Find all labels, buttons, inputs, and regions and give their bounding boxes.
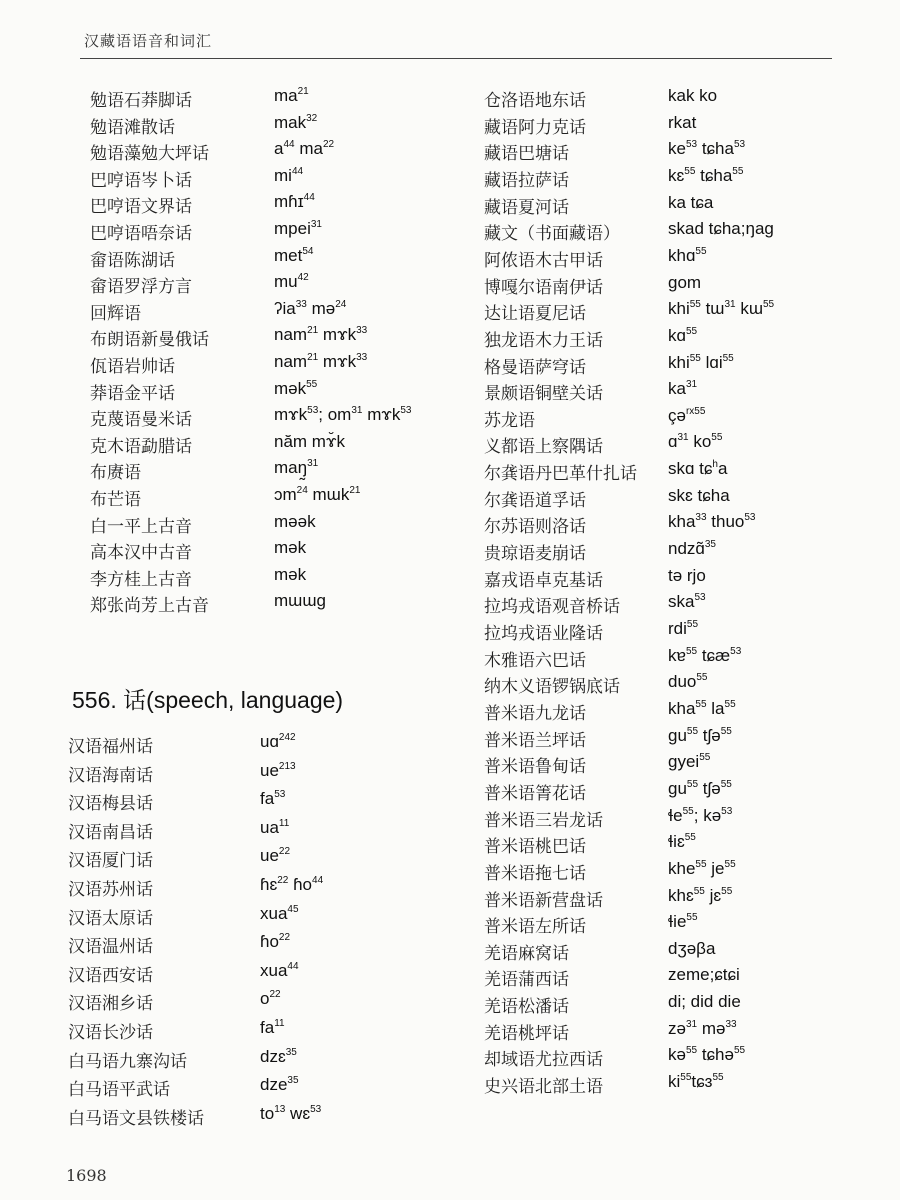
- word-form: nam$^{21}$ mɤk$^{33}$: [274, 325, 368, 345]
- entry-row: [484, 752, 900, 778]
- language-name: 普米语新营盘话: [484, 890, 603, 911]
- word-form: ɔm$^{24}$ mɯk$^{21}$: [274, 485, 361, 504]
- entry-row: [68, 818, 488, 844]
- language-name: 布赓语: [90, 463, 141, 484]
- language-name: 景颇语铜壁关话: [484, 384, 603, 405]
- entry-row: [484, 566, 900, 592]
- entry-row: [484, 379, 900, 405]
- entry-row: [68, 989, 488, 1015]
- entry-row: [484, 886, 900, 912]
- language-name: 羌语蒲西话: [484, 970, 569, 991]
- word-form: dʒəβa: [668, 938, 716, 958]
- entry-row: [68, 732, 488, 758]
- word-form: kɐ$^{55}$ tɕæ$^{53}$: [668, 645, 742, 665]
- language-name: 苏龙语: [484, 410, 535, 431]
- entry-row: [484, 86, 900, 112]
- language-name: 藏文（书面藏语）: [484, 224, 620, 245]
- entry-row: [484, 646, 900, 672]
- language-name: 普米语桃巴话: [484, 837, 586, 858]
- entry-row: [484, 432, 900, 458]
- word-form: di; did die: [668, 992, 741, 1012]
- entry-row: [484, 193, 900, 219]
- language-name: 博嘎尔语南伊话: [484, 277, 603, 298]
- entry-row: [484, 779, 900, 805]
- entry-row: [90, 219, 510, 245]
- entry-row: [484, 1019, 900, 1045]
- word-form: maŋ̰$^{31}$: [274, 458, 319, 478]
- word-form: khɑ$^{55}$: [668, 245, 707, 265]
- language-name: 布芒语: [90, 490, 141, 510]
- language-name: 汉语厦门话: [68, 851, 153, 872]
- entry-row: [90, 352, 510, 378]
- word-form: skad tɕha;ŋag: [668, 219, 774, 239]
- entry-row: [90, 405, 510, 431]
- word-form: ɑ$^{31}$ $ko^{55}$: [668, 432, 723, 452]
- language-name: 畲语陈湖话: [90, 250, 175, 271]
- entry-row: [484, 219, 900, 245]
- language-name: 汉语南昌话: [68, 822, 153, 843]
- word-form: kha$^{55}$ $la^{55}$: [668, 698, 736, 718]
- entry-row: [90, 272, 510, 298]
- entry-row: [484, 832, 900, 858]
- word-form: $ua^{11}$: [260, 817, 290, 837]
- word-form: məək: [274, 511, 316, 531]
- language-name: 藏语阿力克话: [484, 117, 586, 138]
- word-form: $ma^{21}$: [274, 86, 309, 105]
- running-head: 汉藏语语音和词汇: [84, 32, 213, 50]
- entry-row: [484, 166, 900, 192]
- entry-row: [484, 406, 900, 432]
- language-name: 尔苏语则洛话: [484, 517, 586, 538]
- entry-row: [90, 485, 510, 511]
- entry-row: [484, 486, 900, 512]
- language-name: 拉坞戎语观音桥话: [484, 597, 620, 618]
- language-name: 羌语麻窝话: [484, 943, 569, 964]
- entry-row: [484, 939, 900, 965]
- word-form: ɬie$^{55}$: [668, 912, 698, 932]
- entry-row: [90, 565, 510, 591]
- entry-row: [484, 299, 900, 325]
- word-form: ɡu$^{55}$ tʃə$^{55}$: [668, 778, 732, 798]
- entry-row: [484, 726, 900, 752]
- entry-row: [90, 512, 510, 538]
- entry-row: [90, 113, 510, 139]
- entry-row: [90, 192, 510, 218]
- entry-row: [484, 912, 900, 938]
- entry-row: [484, 592, 900, 618]
- language-name: 贵琼语麦崩话: [484, 544, 586, 565]
- word-form: $a^{44}$ $ma^{22}$: [274, 139, 335, 159]
- language-name: 巴哼语唔奈话: [90, 224, 192, 244]
- word-form: $fa^{11}$: [260, 1018, 285, 1037]
- word-form: ɬiɛ$^{55}$: [668, 832, 696, 852]
- word-form: mak$^{32}$: [274, 112, 318, 132]
- word-form: ɡu$^{55}$ tʃə$^{55}$: [668, 725, 732, 745]
- language-name: 尔龚语道孚话: [484, 490, 586, 511]
- word-form: $ka^{31}$: [668, 379, 698, 399]
- word-form: zeme;ɕtɕi: [668, 965, 740, 985]
- word-form: $ke^{53}$ tɕha$^{53}$: [668, 139, 746, 159]
- entry-row: [68, 904, 488, 930]
- language-name: 普米语鲁甸话: [484, 757, 586, 778]
- language-name: 佤语岩帅话: [90, 357, 175, 377]
- word-form: $o^{22}$: [260, 989, 281, 1009]
- language-name: 史兴语北部土语: [484, 1077, 603, 1098]
- entry-row: [484, 699, 900, 725]
- language-name: 白马语文县铁楼话: [68, 1108, 204, 1129]
- word-form: $fa^{53}$: [260, 789, 286, 809]
- header-rule: [80, 58, 832, 59]
- word-form: tə rjo: [668, 565, 706, 585]
- word-form: ʔia$^{33}$ mə$^{24}$: [274, 298, 347, 318]
- word-form: $ue^{22}$: [260, 846, 291, 866]
- word-form: uɑ$^{242}$: [260, 732, 296, 751]
- word-form: khi$^{55}$ lɑi$^{55}$: [668, 352, 734, 372]
- language-name: 白一平上古音: [90, 516, 192, 537]
- word-form: khi$^{55}$ tɯ$^{31}$ kɯ$^{55}$: [668, 299, 775, 319]
- word-form: skɛ tɕha: [668, 485, 730, 505]
- word-form: ɡyei$^{55}$: [668, 752, 711, 772]
- entry-row: [90, 166, 510, 192]
- language-name: 普米语三岩龙话: [484, 810, 603, 831]
- word-form: mək$^{55}$: [274, 378, 318, 398]
- entry-row: [90, 432, 510, 458]
- word-form: xua$^{44}$: [260, 960, 299, 980]
- word-form: $to^{13}$ wɛ$^{53}$: [260, 1103, 322, 1123]
- word-form: khɛ$^{55}$ jɛ$^{55}$: [668, 885, 733, 905]
- language-name: 汉语海南话: [68, 765, 153, 786]
- word-form: kak ko: [668, 86, 718, 105]
- entry-row: [68, 761, 488, 787]
- language-name: 羌语松潘话: [484, 997, 569, 1018]
- language-name: 勉语藻勉大坪话: [90, 144, 209, 165]
- entry-row: [90, 538, 510, 564]
- word-form: mɯɯɡ: [274, 591, 326, 611]
- entry-row: [484, 672, 900, 698]
- language-name: 汉语西安话: [68, 965, 153, 986]
- language-name: 普米语拖七话: [484, 863, 586, 884]
- entry-row: [484, 1072, 900, 1098]
- language-name: 郑张尚芳上古音: [90, 596, 209, 617]
- word-form: $mu^{42}$: [274, 272, 309, 292]
- language-name: 藏语夏河话: [484, 197, 569, 218]
- entry-row: [68, 875, 488, 901]
- language-name: 汉语湘乡话: [68, 994, 153, 1015]
- page-number: 1698: [66, 1166, 107, 1185]
- word-form: $ue^{213}$: [260, 760, 296, 780]
- language-name: 拉坞戎语业隆话: [484, 624, 603, 644]
- language-name: 巴哼语岑卜话: [90, 170, 192, 191]
- entry-row: [68, 1047, 488, 1073]
- entry-row: [90, 458, 510, 484]
- word-form: ɦɛ$^{22}$ ɦo$^{44}$: [260, 875, 324, 894]
- entry-row: [68, 932, 488, 958]
- language-name: 汉语太原话: [68, 908, 153, 929]
- language-name: 汉语温州话: [68, 937, 153, 958]
- word-form: $ki^{55}tɕɜ^{55}$: [668, 1072, 724, 1092]
- entry-row: [484, 139, 900, 165]
- entry-row: [68, 961, 488, 987]
- word-form: ska$^{53}$: [668, 592, 706, 612]
- word-form: ɦo$^{22}$: [260, 932, 291, 952]
- word-form: duo$^{55}$: [668, 672, 708, 692]
- entry-row: [68, 1104, 488, 1130]
- word-form: năm mɤ̆k: [274, 431, 345, 451]
- word-form: dze$^{35}$: [260, 1075, 299, 1095]
- language-name: 阿侬语木古甲话: [484, 250, 603, 271]
- language-name: 汉语长沙话: [68, 1023, 153, 1043]
- word-form: mək: [274, 564, 307, 584]
- entry-row: [484, 246, 900, 272]
- word-form: mɦɪ$^{44}$: [274, 192, 315, 212]
- word-form: kɑ$^{55}$: [668, 325, 698, 345]
- language-name: 普米语兰坪话: [484, 730, 586, 751]
- entry-row: [90, 591, 510, 617]
- language-name: 普米语九龙话: [484, 703, 586, 724]
- entry-row: [68, 1018, 488, 1044]
- language-name: 仓洛语地东话: [484, 91, 586, 111]
- word-form: mpei$^{31}$: [274, 219, 322, 238]
- word-form: çə$^{rx55}$: [668, 405, 706, 425]
- word-form: rdi$^{55}$: [668, 619, 699, 638]
- language-name: 巴哼语文界话: [90, 197, 192, 218]
- word-form: khe$^{55}$ $je^{55}$: [668, 858, 736, 878]
- entry-row: [68, 846, 488, 872]
- language-name: 勉语石莽脚话: [90, 91, 192, 111]
- language-name: 达让语夏尼话: [484, 304, 586, 325]
- language-name: 李方桂上古音: [90, 569, 192, 590]
- language-name: 回辉语: [90, 303, 141, 324]
- word-form: kɛ$^{55}$ tɕha$^{55}$: [668, 165, 744, 185]
- language-name: 汉语福州话: [68, 737, 153, 757]
- entry-row: [484, 806, 900, 832]
- language-name: 普米语左所话: [484, 917, 586, 938]
- word-form: xua$^{45}$: [260, 903, 299, 923]
- word-form: zə$^{31}$ mə$^{33}$: [668, 1018, 737, 1038]
- language-name: 勉语滩散话: [90, 117, 175, 138]
- language-name: 格曼语萨穹话: [484, 357, 586, 378]
- word-form: mək: [274, 538, 307, 558]
- entry-row: [484, 273, 900, 299]
- language-name: 藏语巴塘话: [484, 144, 569, 165]
- entry-heading: 556. 话(speech, language): [72, 687, 344, 713]
- entry-row: [484, 1045, 900, 1071]
- entry-row: [90, 86, 510, 112]
- language-name: 克蔑语曼米话: [90, 410, 192, 431]
- entry-row: [484, 326, 900, 352]
- language-name: 汉语梅县话: [68, 794, 153, 815]
- entry-row: [90, 379, 510, 405]
- language-name: 纳木义语锣锅底话: [484, 677, 620, 698]
- language-name: 普米语箐花话: [484, 783, 586, 804]
- language-name: 义都语上察隅话: [484, 437, 603, 458]
- entry-row: [68, 1075, 488, 1101]
- word-form: rkat: [668, 112, 697, 132]
- word-form: kha$^{33}$ thuo$^{53}$: [668, 512, 756, 532]
- entry-row: [484, 859, 900, 885]
- entry-row: [484, 512, 900, 538]
- language-name: 克木语勐腊话: [90, 436, 192, 457]
- entry-row: [484, 992, 900, 1018]
- language-name: 嘉戎语卓克基话: [484, 570, 603, 591]
- language-name: 尔龚语丹巴革什扎话: [484, 464, 637, 485]
- entry-row: [484, 353, 900, 379]
- language-name: 木雅语六巴话: [484, 650, 586, 671]
- word-form: mɤk$^{53}$; $om^{31}$ mɤk$^{53}$: [274, 405, 412, 425]
- language-name: 白马语平武话: [68, 1080, 170, 1101]
- word-form: kə$^{55}$ tɕhə$^{55}$: [668, 1045, 746, 1065]
- entry-row: [484, 965, 900, 991]
- language-name: 白马语九寨沟话: [68, 1051, 187, 1072]
- entry-row: [484, 113, 900, 139]
- word-form: ɬe$^{55}$; kə$^{53}$: [668, 805, 733, 825]
- entry-row: [90, 325, 510, 351]
- entry-row: [68, 789, 488, 815]
- entry-row: [90, 299, 510, 325]
- word-form: ɡom: [668, 272, 702, 292]
- entry-row: [484, 459, 900, 485]
- language-name: 独龙语木力王话: [484, 330, 603, 351]
- word-form: ndzɑ̃$^{35}$: [668, 539, 716, 559]
- word-form: ka tɕa: [668, 192, 714, 212]
- language-name: 汉语苏州话: [68, 880, 153, 900]
- entry-row: [484, 539, 900, 565]
- word-form: met$^{54}$: [274, 245, 314, 265]
- entry-row: [484, 619, 900, 645]
- word-form: nam$^{21}$ mɤk$^{33}$: [274, 352, 368, 371]
- word-form: dzɛ$^{35}$: [260, 1046, 297, 1066]
- language-name: 却域语尤拉西话: [484, 1050, 603, 1071]
- language-name: 莽语金平话: [90, 383, 175, 404]
- language-name: 藏语拉萨话: [484, 170, 569, 191]
- entry-row: [90, 139, 510, 165]
- language-name: 畲语罗浮方言: [90, 277, 192, 298]
- language-name: 高本汉中古音: [90, 543, 192, 564]
- language-name: 布朗语新曼俄话: [90, 330, 209, 351]
- word-form: $mi^{44}$: [274, 165, 304, 185]
- word-form: skɑ tɕ$^h$a: [668, 459, 728, 479]
- entry-row: [90, 246, 510, 272]
- language-name: 羌语桃坪话: [484, 1023, 569, 1044]
